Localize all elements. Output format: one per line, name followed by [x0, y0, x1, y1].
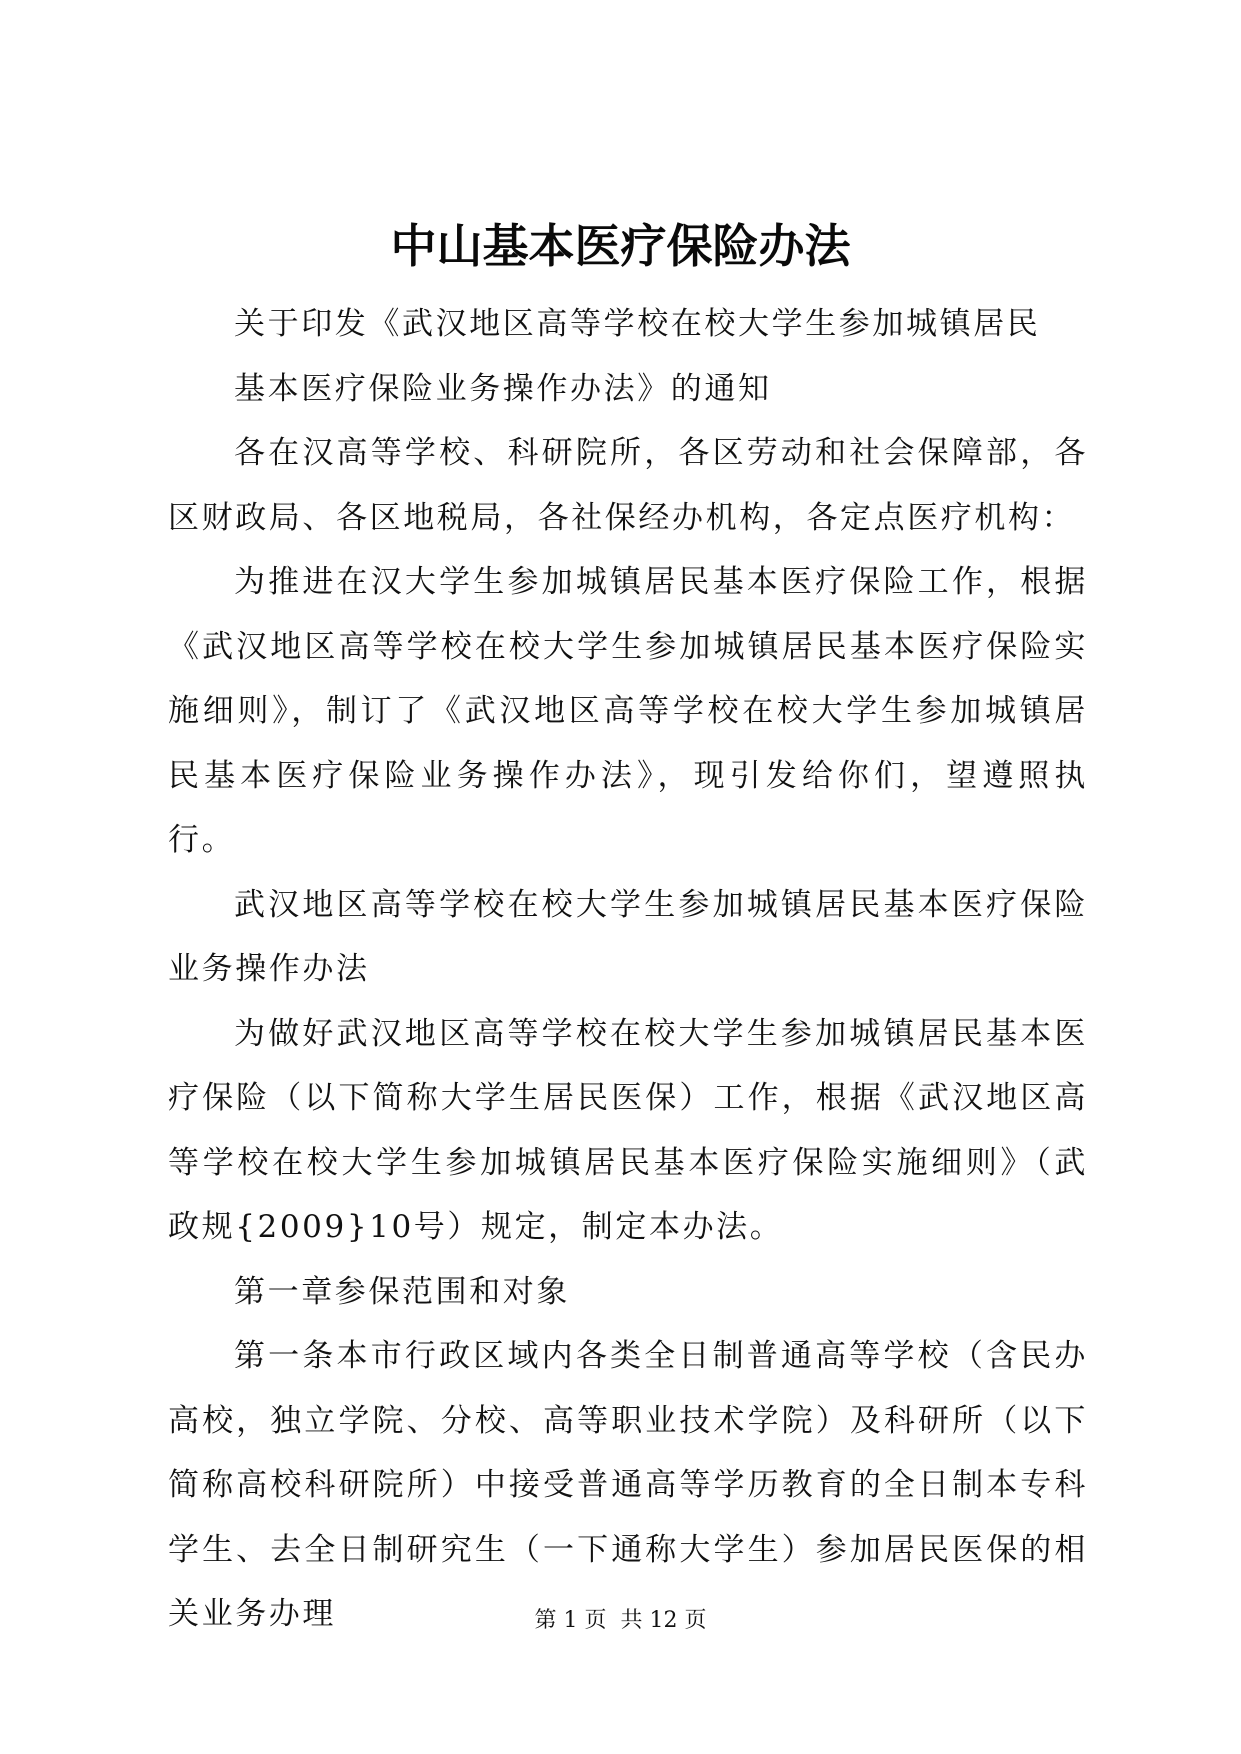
- paragraph-chapter-heading: 第一章参保范围和对象: [234, 1273, 570, 1310]
- document-body: [168, 292, 1088, 1647]
- paragraph-notice-title-line1: 关于印发《武汉地区高等学校在校大学生参加城镇居民: [234, 306, 1041, 342]
- paragraph-article-1: 第一条本市行政区域内各类全日制普通高等学校（含民办高校，独立学院、分校、高等职业技术学院）及科研所（以下简称高校科研院所）中接受普通高等学历教育的全日制本专科学生、去全日制研究生（一下通称大学生）参加居民医保的相关业务办理: [168, 1338, 1088, 1632]
- paragraph-intro: 为推进在汉大学生参加城镇居民基本医疗保险工作，根据《武汉地区高等学校在校大学生参加城镇居民基本医疗保险实施细则》，制订了《武汉地区高等学校在校大学生参加城镇居民基本医疗保险业务操作办法》，现引发给你们，望遵照执行。: [168, 564, 1088, 858]
- paragraph-purpose: 为做好武汉地区高等学校在校大学生参加城镇居民基本医疗保险（以下简称大学生居民医保）工作，根据《武汉地区高等学校在校大学生参加城镇居民基本医疗保险实施细则》（武政规{2009}10号）规定，制定本办法。: [168, 1015, 1088, 1245]
- paragraph-measures-title: 武汉地区高等学校在校大学生参加城镇居民基本医疗保险业务操作办法: [168, 886, 1088, 987]
- page-number-label: 第 1 页 共 12 页: [534, 1608, 707, 1633]
- paragraph-recipients: 各在汉高等学校、科研院所，各区劳动和社会保障部，各区财政局、各区地税局，各社保经办机构，各定点医疗机构：: [168, 435, 1088, 536]
- document-title: 中山基本医疗保险办法: [390, 219, 851, 273]
- page-number-footer: [0, 1606, 1241, 1636]
- paragraph-notice-title-line2: 基本医疗保险业务操作办法》的通知: [234, 370, 772, 407]
